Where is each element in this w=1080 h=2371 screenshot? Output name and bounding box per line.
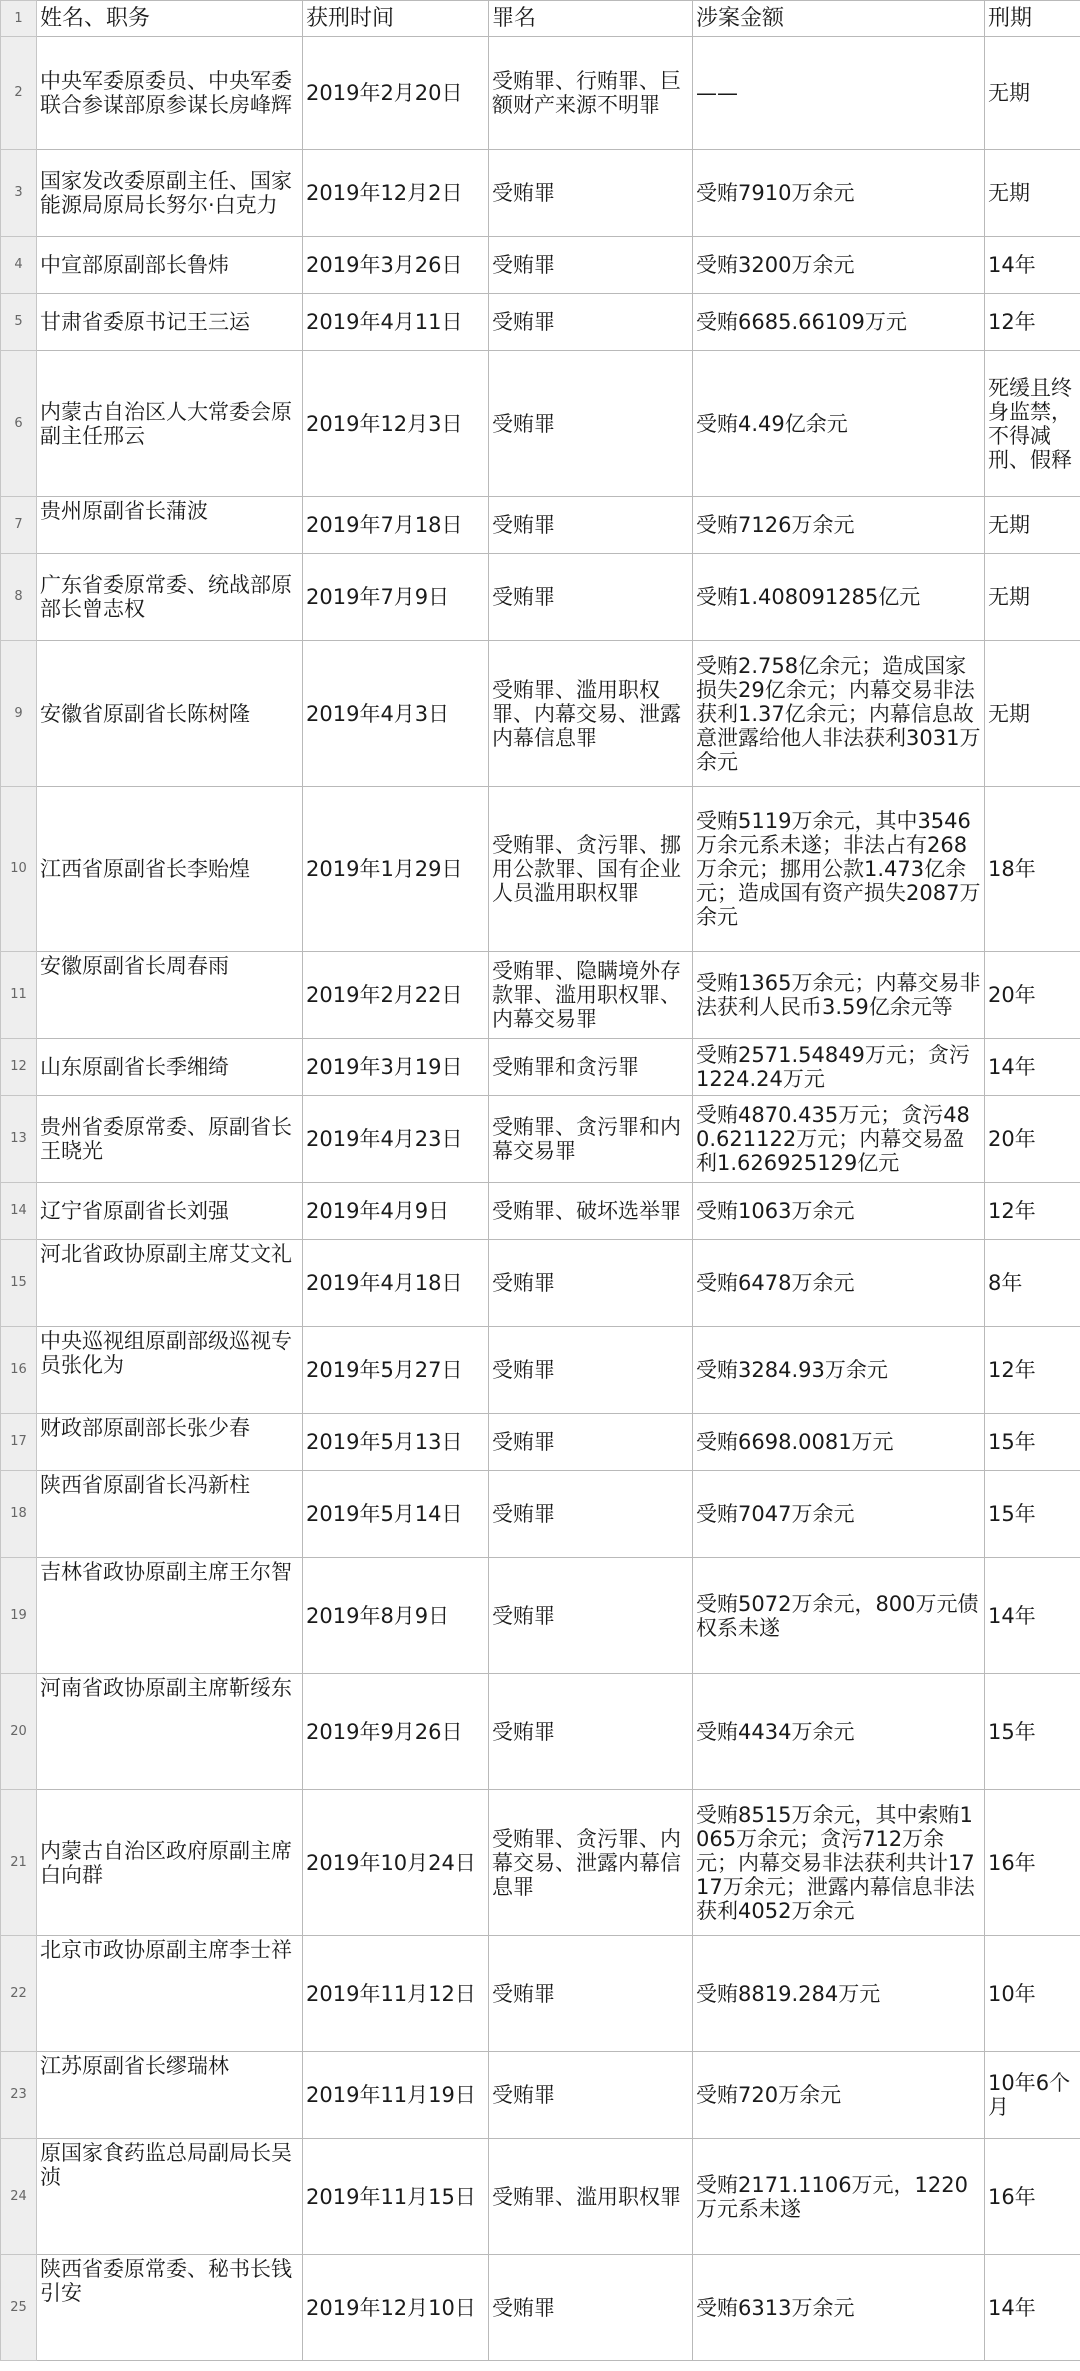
cell-sentence-date[interactable]: 2019年1月29日 — [303, 787, 489, 952]
cell-name-title[interactable]: 国家发改委原副主任、国家能源局原局长努尔·白克力 — [37, 150, 303, 237]
table-row — [1, 1414, 1080, 1471]
cell-amount[interactable]: 受贿6313万余元 — [693, 2255, 985, 2361]
cell-sentence-date[interactable]: 2019年3月26日 — [303, 237, 489, 294]
row-number[interactable]: 10 — [1, 787, 37, 952]
cell-name-title[interactable]: 贵州原副省长蒲波 — [37, 497, 303, 554]
cell-name-title[interactable]: 中央军委原委员、中央军委联合参谋部原参谋长房峰辉 — [37, 37, 303, 150]
cell-term[interactable]: 14年 — [985, 1558, 1080, 1674]
cell-name-title[interactable]: 广东省委原常委、统战部原部长曾志权 — [37, 554, 303, 641]
row-number[interactable]: 9 — [1, 641, 37, 787]
table-row — [1, 1790, 1080, 1936]
cell-sentence-date[interactable]: 2019年4月23日 — [303, 1096, 489, 1183]
header-sentence-date[interactable]: 获刑时间 — [303, 1, 489, 37]
cell-sentence-date[interactable]: 2019年5月13日 — [303, 1414, 489, 1471]
cell-amount[interactable]: 受贿1365万余元；内幕交易非法获利人民币3.59亿余元等 — [693, 952, 985, 1039]
cell-amount[interactable]: —— — [693, 37, 985, 150]
cell-amount[interactable]: 受贿8819.284万元 — [693, 1936, 985, 2052]
table-row — [1, 2139, 1080, 2255]
row-number[interactable]: 7 — [1, 497, 37, 554]
cell-sentence-date[interactable]: 2019年2月22日 — [303, 952, 489, 1039]
table-row — [1, 2255, 1080, 2361]
cell-charge[interactable]: 受贿罪、滥用职权罪 — [489, 2139, 693, 2255]
cell-term[interactable]: 无期 — [985, 37, 1080, 150]
row-number[interactable]: 4 — [1, 237, 37, 294]
cell-charge[interactable]: 受贿罪 — [489, 1327, 693, 1414]
cell-amount[interactable]: 受贿3200万余元 — [693, 237, 985, 294]
cell-amount[interactable]: 受贿1.408091285亿元 — [693, 554, 985, 641]
table-row — [1, 641, 1080, 787]
table-row — [1, 150, 1080, 237]
cell-charge[interactable]: 受贿罪和贪污罪 — [489, 1039, 693, 1096]
table-row — [1, 1183, 1080, 1240]
cell-name-title[interactable]: 吉林省政协原副主席王尔智 — [37, 1558, 303, 1674]
cell-term[interactable]: 无期 — [985, 150, 1080, 237]
cell-term[interactable]: 12年 — [985, 294, 1080, 351]
row-number[interactable]: 24 — [1, 2139, 37, 2255]
cell-name-title[interactable]: 甘肃省委原书记王三运 — [37, 294, 303, 351]
header-row — [1, 1, 1080, 37]
cell-amount[interactable]: 受贿8515万余元，其中索贿1065万余元；贪污712万余元；内幕交易非法获利共计1717万余元；泄露内幕信息非法获利4052万余元 — [693, 1790, 985, 1936]
cell-term[interactable]: 18年 — [985, 787, 1080, 952]
header-charge[interactable]: 罪名 — [489, 1, 693, 37]
cell-charge[interactable]: 受贿罪 — [489, 1558, 693, 1674]
cell-term[interactable]: 15年 — [985, 1674, 1080, 1790]
cell-sentence-date[interactable]: 2019年11月19日 — [303, 2052, 489, 2139]
cell-sentence-date[interactable]: 2019年12月2日 — [303, 150, 489, 237]
cell-sentence-date[interactable]: 2019年12月10日 — [303, 2255, 489, 2361]
cell-amount[interactable]: 受贿3284.93万余元 — [693, 1327, 985, 1414]
table-row — [1, 787, 1080, 952]
cell-term[interactable]: 无期 — [985, 554, 1080, 641]
row-number[interactable]: 21 — [1, 1790, 37, 1936]
row-number[interactable]: 5 — [1, 294, 37, 351]
cell-amount[interactable]: 受贿2171.1106万元，1220万元系未遂 — [693, 2139, 985, 2255]
table-row — [1, 1674, 1080, 1790]
cell-name-title[interactable]: 江西省原副省长李贻煌 — [37, 787, 303, 952]
cell-term[interactable]: 12年 — [985, 1183, 1080, 1240]
row-number[interactable]: 18 — [1, 1471, 37, 1558]
row-number[interactable]: 17 — [1, 1414, 37, 1471]
cell-charge[interactable]: 受贿罪 — [489, 1936, 693, 2052]
cell-charge[interactable]: 受贿罪、滥用职权罪、内幕交易、泄露内幕信息罪 — [489, 641, 693, 787]
cell-term[interactable]: 14年 — [985, 2255, 1080, 2361]
cell-amount[interactable]: 受贿6685.66109万元 — [693, 294, 985, 351]
cell-name-title[interactable]: 内蒙古自治区政府原副主席白向群 — [37, 1790, 303, 1936]
cell-charge[interactable]: 受贿罪 — [489, 1471, 693, 1558]
table-row — [1, 1039, 1080, 1096]
cell-term[interactable]: 20年 — [985, 1096, 1080, 1183]
cell-name-title[interactable]: 中央巡视组原副部级巡视专员张化为 — [37, 1327, 303, 1414]
cell-name-title[interactable]: 内蒙古自治区人大常委会原副主任邢云 — [37, 351, 303, 497]
table-row — [1, 1936, 1080, 2052]
cell-amount[interactable]: 受贿4434万余元 — [693, 1674, 985, 1790]
cell-charge[interactable]: 受贿罪、贪污罪、挪用公款罪、国有企业人员滥用职权罪 — [489, 787, 693, 952]
cell-name-title[interactable]: 陕西省原副省长冯新柱 — [37, 1471, 303, 1558]
cell-charge[interactable]: 受贿罪、行贿罪、巨额财产来源不明罪 — [489, 37, 693, 150]
cell-amount[interactable]: 受贿6698.0081万元 — [693, 1414, 985, 1471]
cell-name-title[interactable]: 河南省政协原副主席靳绥东 — [37, 1674, 303, 1790]
cell-sentence-date[interactable]: 2019年7月9日 — [303, 554, 489, 641]
cell-amount[interactable]: 受贿5119万余元，其中3546万余元系未遂；非法占有268万余元；挪用公款1.473亿余元；造成国有资产损失2087万余元 — [693, 787, 985, 952]
cell-name-title[interactable]: 陕西省委原常委、秘书长钱引安 — [37, 2255, 303, 2361]
cell-charge[interactable]: 受贿罪 — [489, 497, 693, 554]
cell-term[interactable]: 死缓且终身监禁，不得减刑、假释 — [985, 351, 1080, 497]
row-number[interactable]: 23 — [1, 2052, 37, 2139]
table-row — [1, 37, 1080, 150]
cell-term[interactable]: 20年 — [985, 952, 1080, 1039]
cell-amount[interactable]: 受贿7047万余元 — [693, 1471, 985, 1558]
cell-term[interactable]: 无期 — [985, 497, 1080, 554]
row-number[interactable]: 2 — [1, 37, 37, 150]
table-row — [1, 237, 1080, 294]
cell-name-title[interactable]: 江苏原副省长缪瑞林 — [37, 2052, 303, 2139]
cell-amount[interactable]: 受贿4870.435万元；贪污480.621122万元；内幕交易盈利1.626925129亿元 — [693, 1096, 985, 1183]
cell-charge[interactable]: 受贿罪 — [489, 2255, 693, 2361]
row-number[interactable]: 11 — [1, 952, 37, 1039]
cell-amount[interactable]: 受贿720万余元 — [693, 2052, 985, 2139]
cell-charge[interactable]: 受贿罪、隐瞒境外存款罪、滥用职权罪、内幕交易罪 — [489, 952, 693, 1039]
cell-sentence-date[interactable]: 2019年4月3日 — [303, 641, 489, 787]
table-row — [1, 294, 1080, 351]
row-number[interactable]: 13 — [1, 1096, 37, 1183]
cell-charge[interactable]: 受贿罪 — [489, 1240, 693, 1327]
cell-sentence-date[interactable]: 2019年5月14日 — [303, 1471, 489, 1558]
cell-name-title[interactable]: 中宣部原副部长鲁炜 — [37, 237, 303, 294]
table-body — [1, 1, 1080, 2361]
table-row — [1, 1240, 1080, 1327]
row-number[interactable]: 3 — [1, 150, 37, 237]
cell-charge[interactable]: 受贿罪、破坏选举罪 — [489, 1183, 693, 1240]
cell-term[interactable]: 14年 — [985, 1039, 1080, 1096]
row-number[interactable]: 15 — [1, 1240, 37, 1327]
cell-amount[interactable]: 受贿6478万余元 — [693, 1240, 985, 1327]
cell-name-title[interactable]: 安徽省原副省长陈树隆 — [37, 641, 303, 787]
cell-amount[interactable]: 受贿5072万余元，800万元债权系未遂 — [693, 1558, 985, 1674]
cell-term[interactable]: 16年 — [985, 2139, 1080, 2255]
cell-sentence-date[interactable]: 2019年2月20日 — [303, 37, 489, 150]
cell-charge[interactable]: 受贿罪 — [489, 2052, 693, 2139]
cell-sentence-date[interactable]: 2019年7月18日 — [303, 497, 489, 554]
cell-name-title[interactable]: 安徽原副省长周春雨 — [37, 952, 303, 1039]
cell-sentence-date[interactable]: 2019年8月9日 — [303, 1558, 489, 1674]
row-number[interactable]: 19 — [1, 1558, 37, 1674]
row-number[interactable]: 25 — [1, 2255, 37, 2361]
cell-name-title[interactable]: 河北省政协原副主席艾文礼 — [37, 1240, 303, 1327]
cell-term[interactable]: 15年 — [985, 1471, 1080, 1558]
cell-sentence-date[interactable]: 2019年12月3日 — [303, 351, 489, 497]
cell-charge[interactable]: 受贿罪 — [489, 237, 693, 294]
table-row — [1, 1558, 1080, 1674]
cell-amount[interactable]: 受贿4.49亿余元 — [693, 351, 985, 497]
cell-term[interactable]: 14年 — [985, 237, 1080, 294]
cell-name-title[interactable]: 辽宁省原副省长刘强 — [37, 1183, 303, 1240]
row-number[interactable]: 6 — [1, 351, 37, 497]
header-amount[interactable]: 涉案金额 — [693, 1, 985, 37]
cell-charge[interactable]: 受贿罪 — [489, 150, 693, 237]
cell-name-title[interactable]: 贵州省委原常委、原副省长王晓光 — [37, 1096, 303, 1183]
cell-term[interactable]: 8年 — [985, 1240, 1080, 1327]
row-number[interactable]: 12 — [1, 1039, 37, 1096]
cell-amount[interactable]: 受贿1063万余元 — [693, 1183, 985, 1240]
table-row — [1, 952, 1080, 1039]
cell-amount[interactable]: 受贿7126万余元 — [693, 497, 985, 554]
header-term[interactable]: 刑期 — [985, 1, 1080, 37]
cell-amount[interactable]: 受贿7910万余元 — [693, 150, 985, 237]
cell-sentence-date[interactable]: 2019年9月26日 — [303, 1674, 489, 1790]
row-number[interactable]: 22 — [1, 1936, 37, 2052]
cell-sentence-date[interactable]: 2019年10月24日 — [303, 1790, 489, 1936]
table-row — [1, 351, 1080, 497]
cell-sentence-date[interactable]: 2019年4月9日 — [303, 1183, 489, 1240]
cell-sentence-date[interactable]: 2019年11月15日 — [303, 2139, 489, 2255]
cell-sentence-date[interactable]: 2019年5月27日 — [303, 1327, 489, 1414]
cell-term[interactable]: 无期 — [985, 641, 1080, 787]
row-number[interactable]: 20 — [1, 1674, 37, 1790]
table-row — [1, 2052, 1080, 2139]
cell-sentence-date[interactable]: 2019年4月18日 — [303, 1240, 489, 1327]
table-row — [1, 554, 1080, 641]
cell-term[interactable]: 15年 — [985, 1414, 1080, 1471]
cell-charge[interactable]: 受贿罪、贪污罪和内幕交易罪 — [489, 1096, 693, 1183]
cell-term[interactable]: 10年 — [985, 1936, 1080, 2052]
cell-charge[interactable]: 受贿罪、贪污罪、内幕交易、泄露内幕信息罪 — [489, 1790, 693, 1936]
cell-sentence-date[interactable]: 2019年11月12日 — [303, 1936, 489, 2052]
table-row — [1, 1327, 1080, 1414]
cell-sentence-date[interactable]: 2019年4月11日 — [303, 294, 489, 351]
table-row — [1, 497, 1080, 554]
cell-term[interactable]: 16年 — [985, 1790, 1080, 1936]
row-number[interactable]: 14 — [1, 1183, 37, 1240]
cell-charge[interactable]: 受贿罪 — [489, 351, 693, 497]
row-number[interactable]: 1 — [1, 1, 37, 37]
cell-name-title[interactable]: 财政部原副部长张少春 — [37, 1414, 303, 1471]
cell-name-title[interactable]: 北京市政协原副主席李士祥 — [37, 1936, 303, 2052]
row-number[interactable]: 8 — [1, 554, 37, 641]
cell-term[interactable]: 12年 — [985, 1327, 1080, 1414]
table-row — [1, 1096, 1080, 1183]
header-name-title[interactable]: 姓名、职务 — [37, 1, 303, 37]
cell-name-title[interactable]: 原国家食药监总局副局长吴浈 — [37, 2139, 303, 2255]
cell-charge[interactable]: 受贿罪 — [489, 1414, 693, 1471]
cell-amount[interactable]: 受贿2.758亿余元；造成国家损失29亿余元；内幕交易非法获利1.37亿余元；内幕信息故意泄露给他人非法获利3031万余元 — [693, 641, 985, 787]
cell-charge[interactable]: 受贿罪 — [489, 1674, 693, 1790]
row-number[interactable]: 16 — [1, 1327, 37, 1414]
cell-term[interactable]: 10年6个月 — [985, 2052, 1080, 2139]
cell-name-title[interactable]: 山东原副省长季缃绮 — [37, 1039, 303, 1096]
cell-amount[interactable]: 受贿2571.54849万元；贪污1224.24万元 — [693, 1039, 985, 1096]
cell-charge[interactable]: 受贿罪 — [489, 294, 693, 351]
cell-sentence-date[interactable]: 2019年3月19日 — [303, 1039, 489, 1096]
table-row — [1, 1471, 1080, 1558]
cell-charge[interactable]: 受贿罪 — [489, 554, 693, 641]
